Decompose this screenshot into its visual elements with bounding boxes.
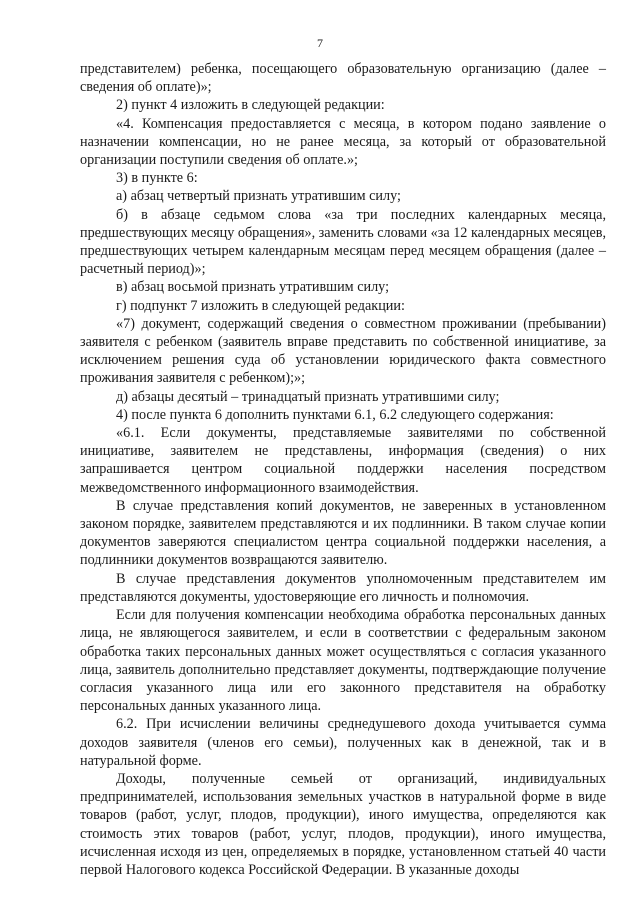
paragraph: В случае представления документов уполномоченным представителем им представляются документы, удостоверяющие его личность и полномочия. [80, 570, 606, 605]
paragraph: «4. Компенсация предоставляется с месяца, в котором подано заявление о назначении компенсации, но не ранее месяца, за который от образовательной организации поступили сведения об оплате.»; [80, 115, 606, 169]
paragraph: в) абзац восьмой признать утратившим силу; [116, 279, 390, 296]
paragraph: 3) в пункте 6: [116, 170, 198, 187]
paragraph: г) подпункт 7 изложить в следующей редакции: [116, 297, 405, 314]
document-body [80, 60, 606, 879]
page-number: 7 [317, 36, 323, 50]
paragraph: Доходы, полученные семьей от организаций, индивидуальных предпринимателей, использования земельных участков в натуральной форме в виде товаров (работ, услуг, плодов, продукции), иного имущества, определяются как стоимость этих товаров (работ, услуг, плодов, продукции), иного имущества, исчисленная исходя из цен, определяемых в порядке, установленном статьей 40 части первой Налогового кодекса Российской Федерации. В указанные доходы [80, 770, 606, 878]
paragraph: 4) после пункта 6 дополнить пунктами 6.1, 6.2 следующего содержания: [116, 406, 554, 423]
paragraph: 2) пункт 4 изложить в следующей редакции: [116, 97, 385, 114]
paragraph: представителем) ребенка, посещающего образовательную организацию (далее – сведения об оплате)»; [80, 61, 606, 96]
paragraph: Если для получения компенсации необходима обработка персональных данных лица, не являющегося заявителем, и если в соответствии с федеральным законом обработка таких персональных данных может осуществляться с согласия указанного лица, заявитель дополнительно представляет документы, подтверждающие получение согласия указанного лица или его законного представителя на обработку персональных данных указанного лица. [80, 607, 606, 715]
paragraph: «7) документ, содержащий сведения о совместном проживании (пребывании) заявителя с ребенком (заявитель вправе представить по собственной инициативе, за исключением решения суда об установлении юридического факта совместного проживания заявителя с ребенком);»; [80, 315, 606, 387]
paragraph: д) абзацы десятый – тринадцатый признать утратившими силу; [116, 388, 500, 405]
paragraph: 6.2. При исчислении величины среднедушевого дохода учитывается сумма доходов заявителя (членов его семьи), полученных как в денежной, так и в натуральной форме. [80, 716, 606, 769]
paragraph: а) абзац четвертый признать утратившим силу; [116, 188, 401, 205]
paragraph: «6.1. Если документы, представляемые заявителями по собственной инициативе, заявителем не представлены, информация (сведения) о них запрашивается центром социальной поддержки населения посредством межведомственного информационного взаимодействия. [80, 425, 606, 496]
paragraph: б) в абзаце седьмом слова «за три последних календарных месяца, предшествующих месяцу обращения», заменить словами «за 12 календарных месяцев, предшествующих четырем календарным месяцам перед месяцем обращения (далее – расчетный период)»; [80, 206, 606, 278]
paragraph: В случае представления копий документов, не заверенных в установленном законом порядке, заявителем представляются и их подлинники. В таком случае копии документов заверяются специалистом центра социальной поддержки населения, а подлинники документов возвращаются заявителю. [80, 497, 606, 569]
